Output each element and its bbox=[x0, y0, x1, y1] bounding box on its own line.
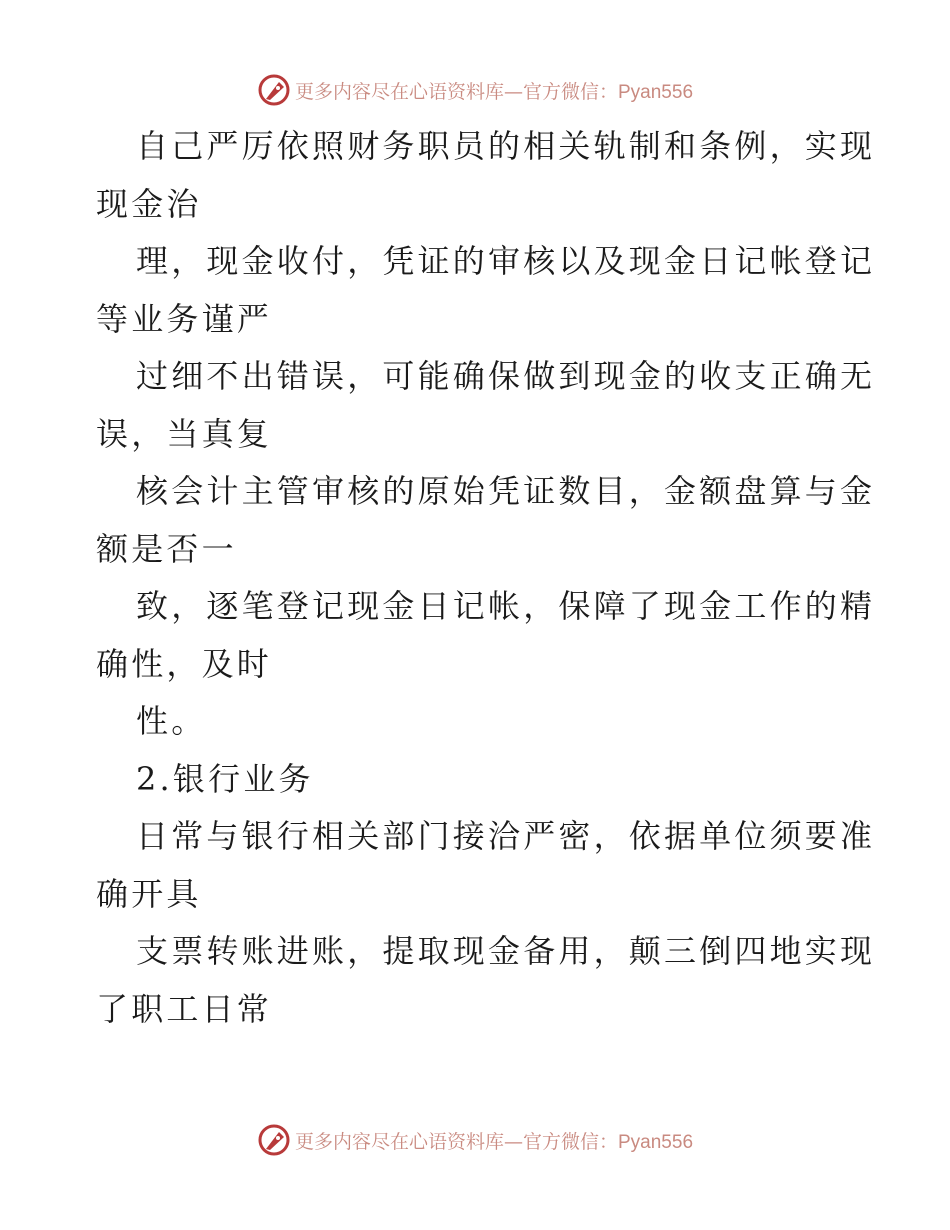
text-line: 理，现金收付，凭证的审核以及现金日记帐登记 bbox=[136, 242, 876, 280]
text-line: 致，逐笔登记现金日记帐，保障了现金工作的精 bbox=[136, 587, 876, 625]
text-line: 了职工日常 bbox=[96, 989, 273, 1028]
banner-text bbox=[295, 1127, 693, 1154]
footer-banner bbox=[0, 1120, 950, 1160]
text-line: 支票转账进账，提取现金备用，颠三倒四地实现 bbox=[136, 932, 876, 970]
text-line: 过细不出错误，可能确保做到现金的收支正确无 bbox=[136, 357, 876, 395]
banner-label: 更多内容尽在心语资料库—官方微信： bbox=[294, 1130, 618, 1153]
text-line: 日常与银行相关部门接洽严密，依据单位须要准 bbox=[136, 817, 876, 855]
wechat-id: Pyan556 bbox=[618, 81, 694, 103]
document-body bbox=[96, 118, 876, 1038]
banner-text bbox=[295, 77, 693, 104]
text-line: 自己严厉依照财务职员的相关轨制和条例，实现 bbox=[136, 127, 876, 165]
text-line: 额是否一 bbox=[96, 529, 237, 568]
text-line: 性。 bbox=[136, 702, 207, 740]
text-line: 误，当真复 bbox=[96, 414, 273, 453]
pen-nib-logo-icon bbox=[257, 1123, 291, 1157]
text-line: 核会计主管审核的原始凭证数目，金额盘算与金 bbox=[136, 472, 876, 510]
text-line: 确性，及时 bbox=[96, 644, 273, 683]
pen-nib-logo-icon bbox=[257, 73, 291, 107]
text-line: 等业务谨严 bbox=[96, 299, 273, 338]
text-line: 2.银行业务 bbox=[136, 759, 314, 798]
header-banner bbox=[0, 70, 950, 110]
banner-label: 更多内容尽在心语资料库—官方微信： bbox=[294, 80, 618, 103]
wechat-id: Pyan556 bbox=[618, 1131, 694, 1153]
text-line: 确开具 bbox=[96, 874, 202, 913]
text-line: 现金治 bbox=[96, 184, 202, 223]
